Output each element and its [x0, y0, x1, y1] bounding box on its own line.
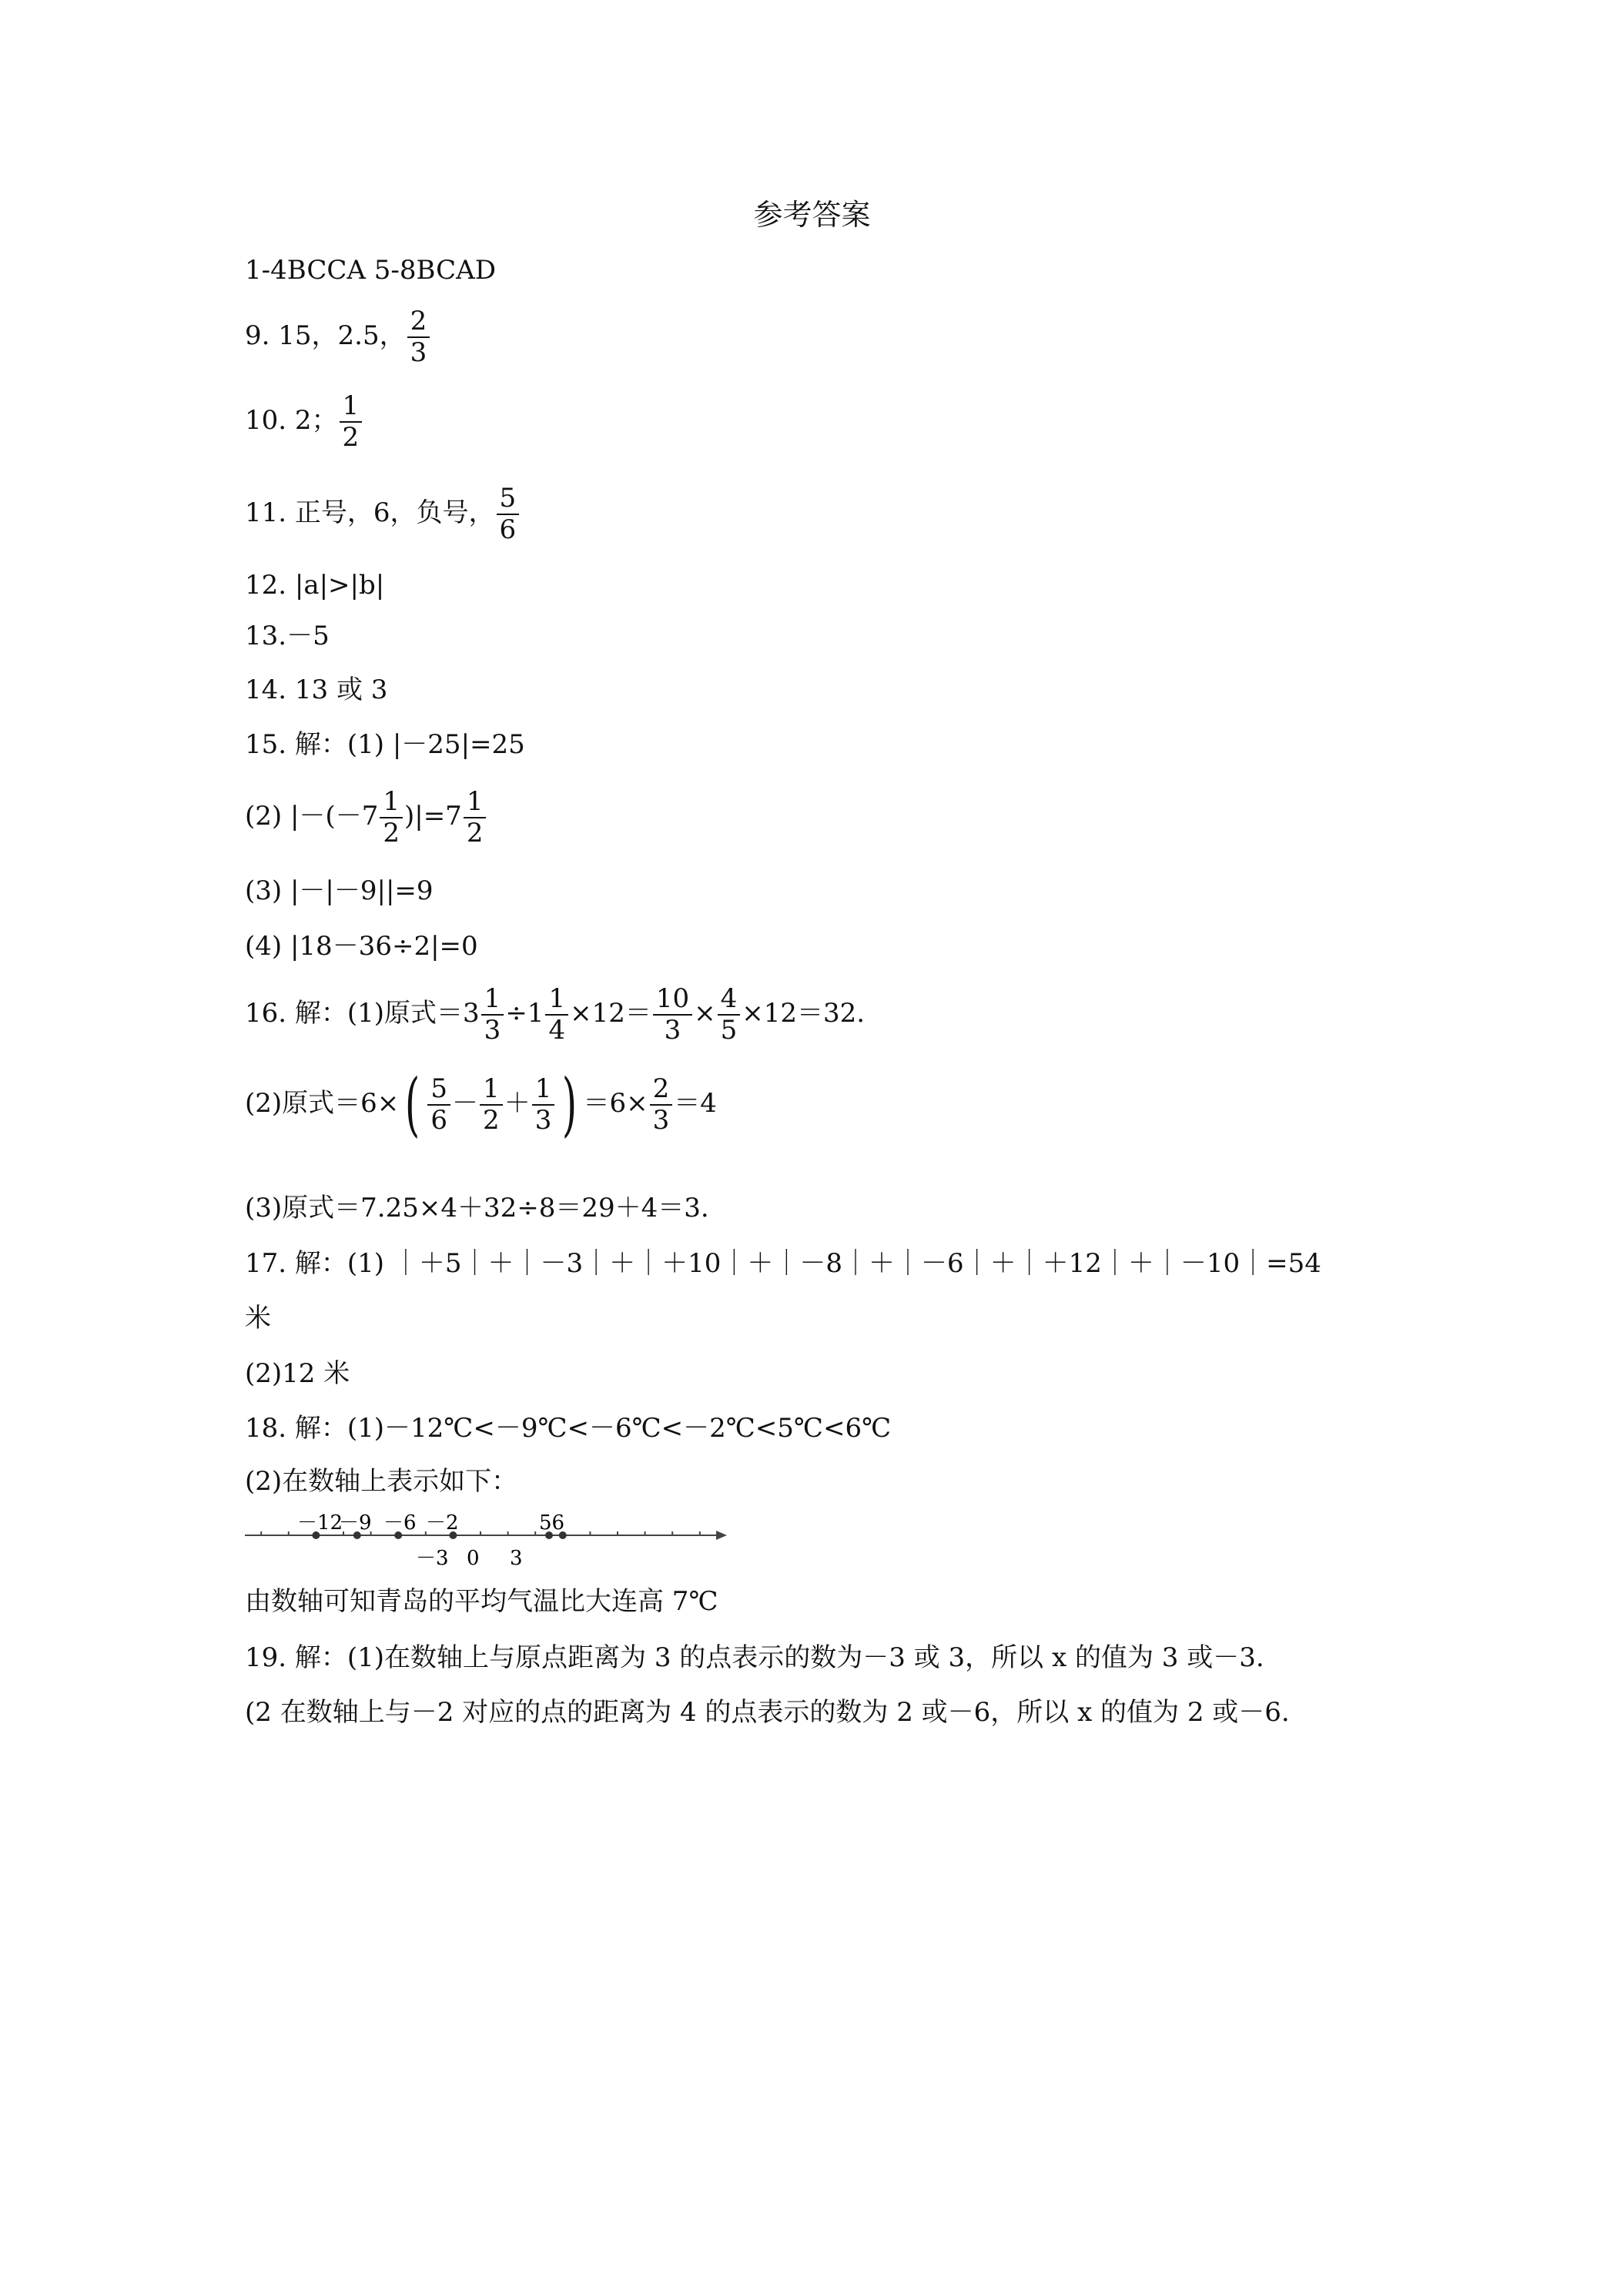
answer-13: 13.－5: [245, 621, 330, 651]
label-0: 0: [467, 1547, 480, 1570]
fraction: [427, 1074, 450, 1136]
answer-16-3: (3)原式＝7.25×4＋32÷8＝29＋4＝3.: [245, 1193, 709, 1223]
answer-9: [245, 306, 431, 368]
fraction: [340, 391, 363, 453]
number-line-arrow: [716, 1531, 727, 1540]
denominator: 6: [499, 514, 517, 546]
numerator: 5: [427, 1074, 450, 1106]
page-title: 参考答案: [753, 198, 871, 232]
fraction: [464, 787, 487, 848]
denominator: 3: [484, 1015, 501, 1046]
numerator: 10: [653, 984, 692, 1016]
numerator: 4: [718, 984, 741, 1016]
numerator: 1: [481, 984, 504, 1016]
expr-text: (2)原式＝6×: [245, 1088, 400, 1119]
fraction: [480, 1074, 503, 1136]
numerator: 5: [497, 484, 520, 515]
answer-16-1: [245, 984, 865, 1046]
denominator: 3: [410, 337, 427, 369]
fraction: [497, 484, 520, 545]
answer-15-3: (3) |－|－9||=9: [245, 875, 434, 906]
fraction: [532, 1074, 555, 1136]
answer-15-1: 15. 解：(1) |－25|=25: [245, 729, 525, 760]
denominator: 3: [664, 1015, 681, 1046]
fraction: [650, 1074, 673, 1136]
denominator: 6: [430, 1105, 448, 1136]
answer-11: [245, 484, 521, 545]
denominator: 5: [720, 1015, 738, 1046]
answer-17-2: (2)12 米: [245, 1358, 350, 1389]
label-3: 3: [510, 1547, 523, 1570]
label-neg9: －9: [339, 1511, 372, 1535]
answer-15-4: (4) |18－36÷2|=0: [245, 931, 478, 962]
answer-14: 14. 13 或 3: [245, 674, 388, 705]
expr-text: 16. 解：(1)原式＝3: [245, 998, 480, 1029]
answers-1-8: 1-4BCCA 5-8BCAD: [245, 255, 496, 286]
denominator: 2: [342, 422, 360, 454]
label-neg2: －2: [426, 1511, 459, 1535]
answer-18-1: 18. 解：(1)－12℃<－9℃<－6℃<－2℃<5℃<6℃: [245, 1413, 892, 1444]
expr-text: ＝6×: [583, 1088, 648, 1119]
numerator: 1: [545, 984, 568, 1016]
fraction: [545, 984, 568, 1046]
numerator: 1: [464, 787, 487, 818]
operator: ＋: [504, 1088, 531, 1119]
numerator: 1: [532, 1074, 555, 1106]
expr-text: )|=7: [403, 801, 462, 832]
numerator: 2: [407, 306, 430, 338]
answer-18-3: 由数轴可知青岛的平均气温比大连高 7℃: [245, 1586, 718, 1617]
fraction: [718, 984, 741, 1046]
expr-text: ×12＝: [570, 998, 651, 1029]
answer-18-2: (2)在数轴上表示如下：: [245, 1466, 518, 1497]
expr-text: ×: [694, 998, 716, 1029]
answer-19-1: 19. 解：(1)在数轴上与原点距离为 3 的点表示的数为－3 或 3，所以 x 的值为 3 或－3.: [245, 1642, 1264, 1673]
answer-10: [245, 391, 363, 453]
answer-15-2: [245, 787, 487, 848]
denominator: 3: [534, 1105, 552, 1136]
numerator: 2: [650, 1074, 673, 1106]
denominator: 4: [548, 1015, 566, 1046]
denominator: 2: [383, 818, 400, 849]
denominator: 2: [466, 818, 484, 849]
answer-9-text: 9. 15，2.5，: [245, 320, 406, 352]
right-paren: ): [562, 1064, 578, 1145]
left-paren: (: [405, 1064, 420, 1145]
operator: －: [452, 1088, 479, 1119]
answer-11-text: 11. 正号，6，负号，: [245, 497, 495, 529]
number-line: [245, 1509, 738, 1578]
answer-12: 12. |a|>|b|: [245, 570, 385, 601]
expr-text: ÷1: [505, 998, 544, 1029]
answer-19-2: (2 在数轴上与－2 对应的点的距离为 4 的点表示的数为 2 或－6，所以 x 的值为 2 或－6.: [245, 1697, 1290, 1728]
numerator: 1: [340, 391, 363, 423]
expr-text: ×12＝32.: [742, 998, 866, 1029]
denominator: 2: [483, 1105, 500, 1136]
answer-10-text: 10. 2；: [245, 405, 338, 437]
label-56: 56: [539, 1511, 565, 1535]
label-neg6: －6: [383, 1511, 417, 1535]
answer-16-2: [245, 1064, 717, 1145]
fraction: [653, 984, 692, 1046]
fraction: [407, 306, 430, 368]
label-neg12: －12: [297, 1511, 343, 1535]
expr-text: ＝4: [674, 1088, 717, 1119]
fraction: [380, 787, 403, 848]
fraction: [481, 984, 504, 1046]
label-neg3: －3: [416, 1547, 449, 1570]
expr-text: (2) |－(－7: [245, 801, 379, 832]
numerator: 1: [380, 787, 403, 818]
numerator: 1: [480, 1074, 503, 1106]
denominator: 3: [652, 1105, 670, 1136]
answer-17-unit: 米: [245, 1303, 271, 1334]
answer-17-1: 17. 解：(1) ｜＋5｜＋｜－3｜＋｜＋10｜＋｜－8｜＋｜－6｜＋｜＋12｜＋｜－10｜=54: [245, 1248, 1321, 1279]
